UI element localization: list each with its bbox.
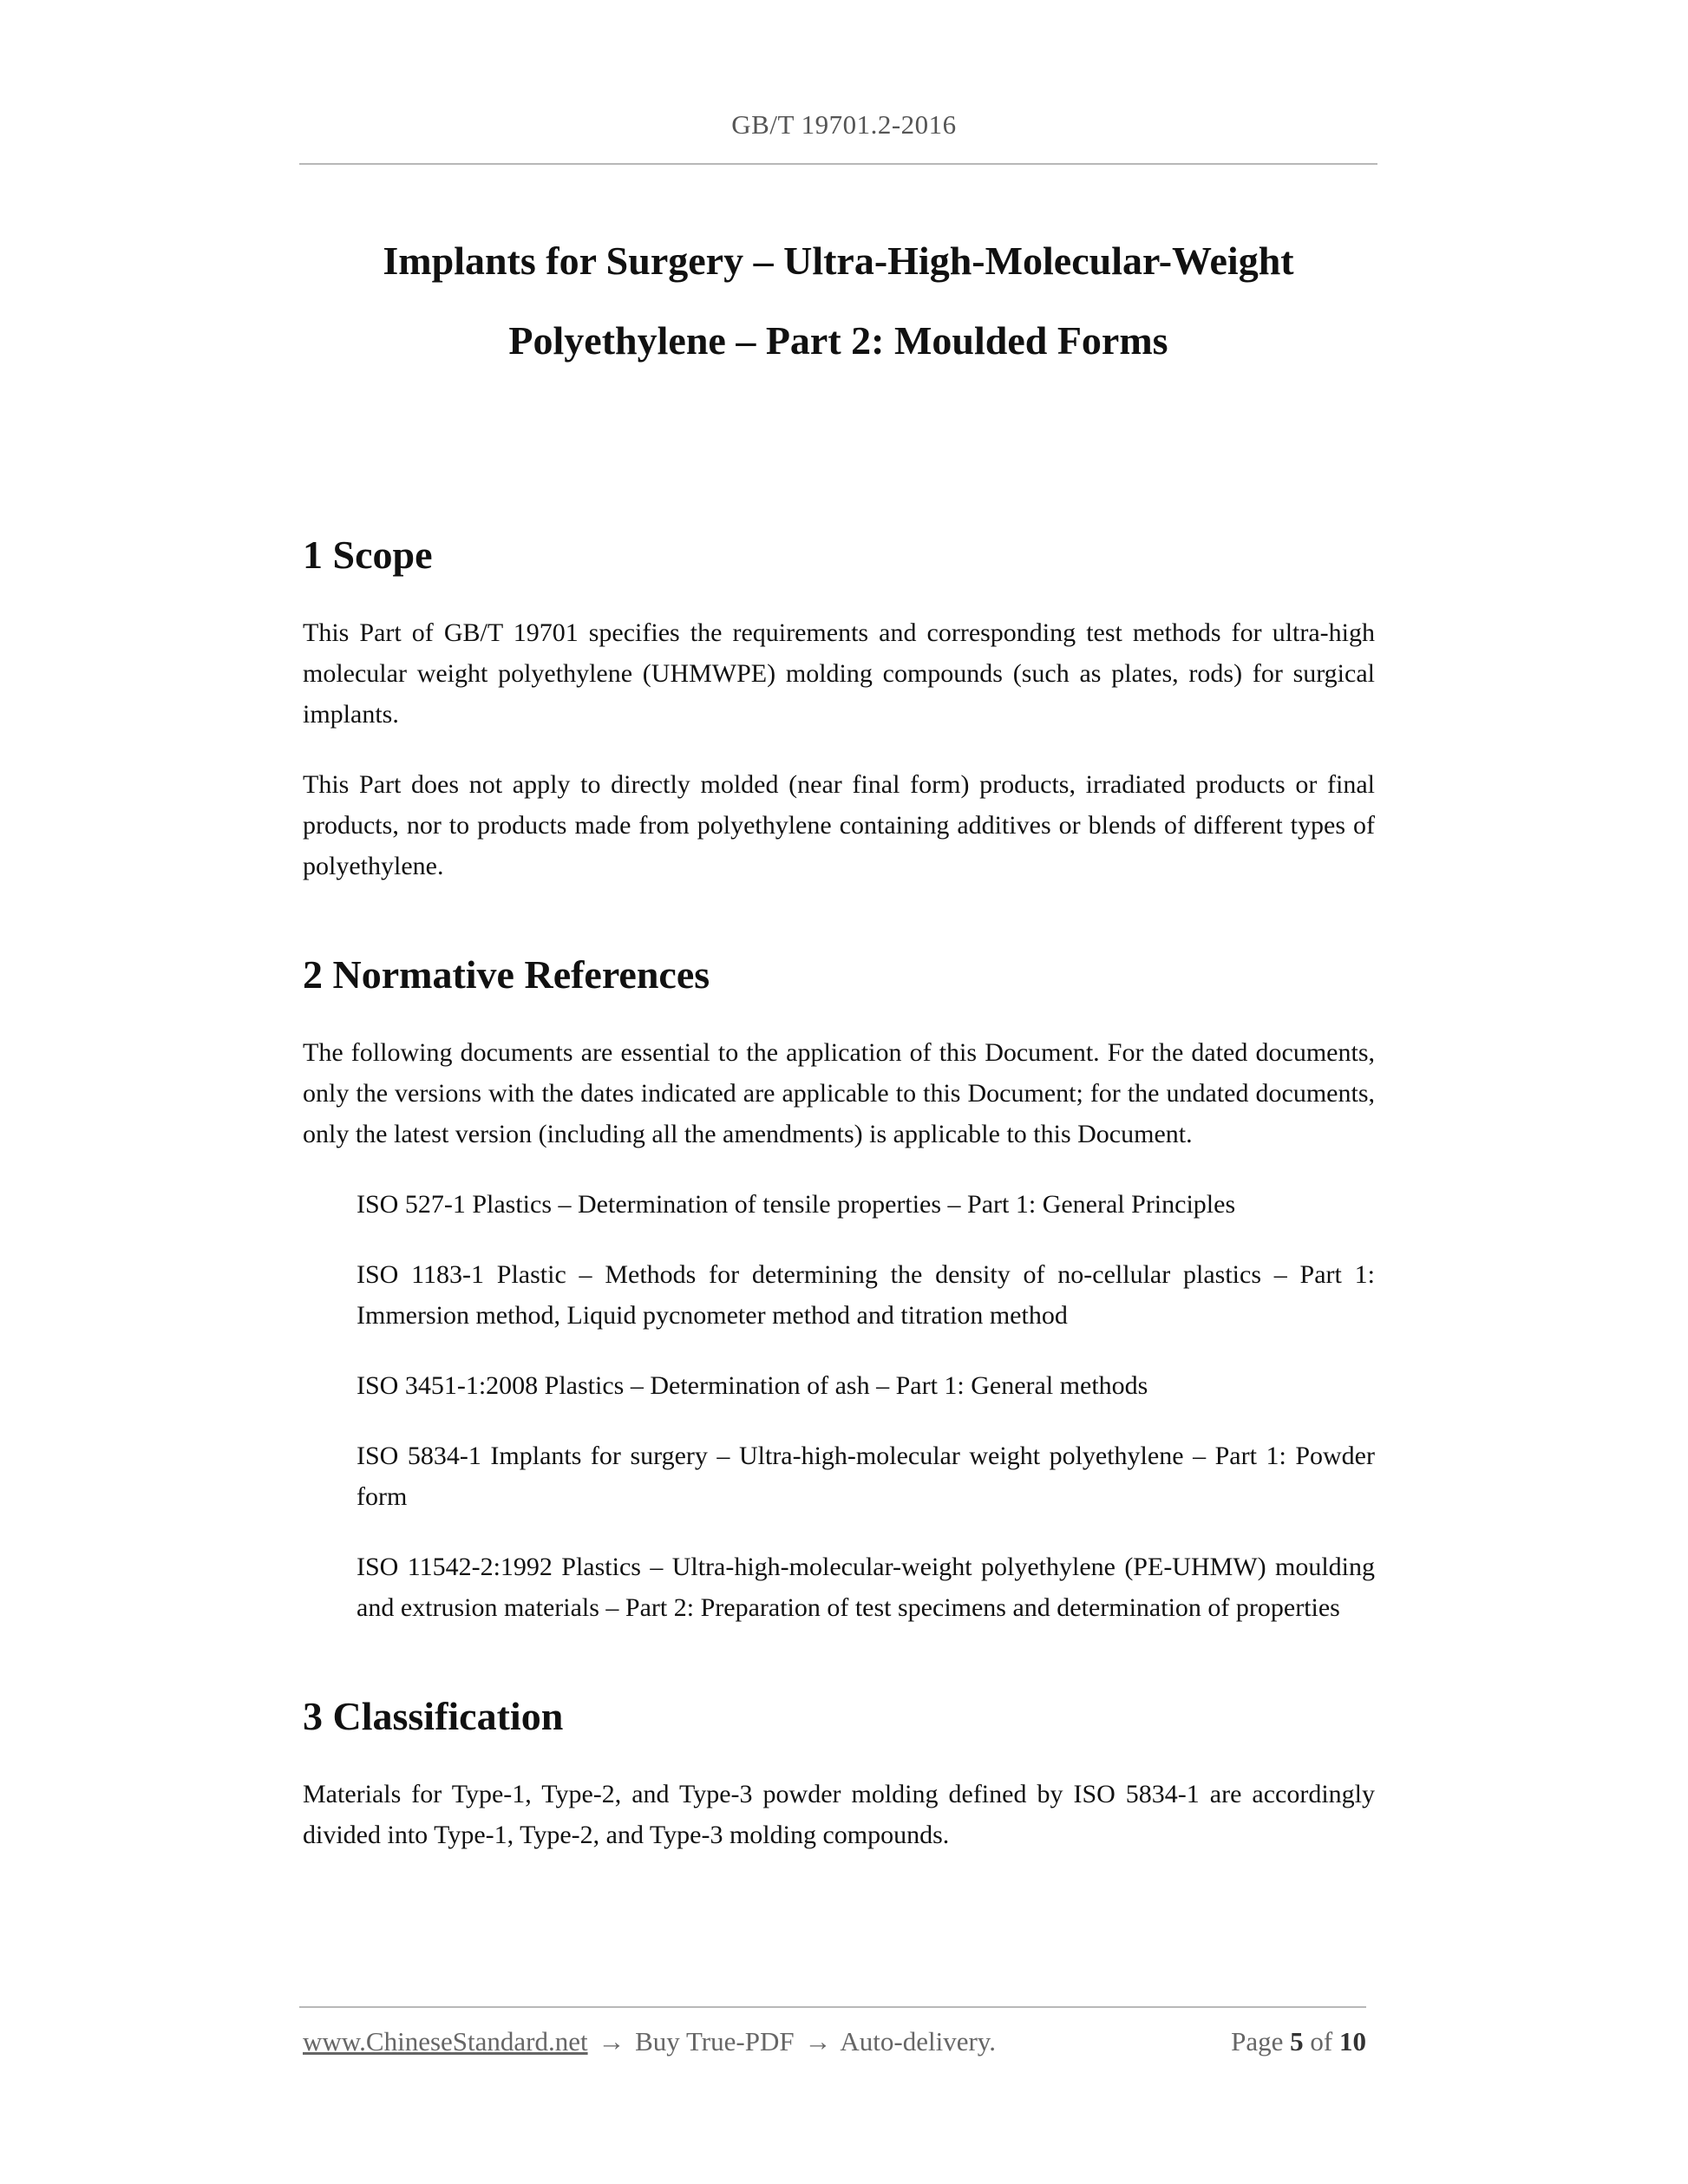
document-title: [299, 221, 1377, 381]
reference-list: [357, 1184, 1375, 1628]
footer-promo: [303, 2026, 996, 2057]
footer-buy-text: Buy True-PDF: [635, 2026, 795, 2056]
page-header-standard-id: GB/T 19701.2-2016: [731, 109, 957, 140]
document-body: [303, 519, 1375, 1855]
page-total: 10: [1339, 2026, 1366, 2056]
page-of-label: of: [1310, 2026, 1333, 2056]
reference-item-iso-527-1: ISO 527-1 Plastics – Determination of tensile properties – Part 1: General Principles: [357, 1190, 1236, 1219]
document-title-line-1: Implants for Surgery – Ultra-High-Molecular-Weight: [383, 239, 1294, 283]
classification-paragraph-1: Materials for Type-1, Type-2, and Type-3 powder molding defined by ISO 5834-1 are accordingly divided into Type-1, Type-2, and Type-3 molding compounds.: [303, 1780, 1375, 1849]
section-scope: [303, 519, 1375, 886]
section-heading-scope: 1 Scope: [303, 533, 433, 577]
document-title-line-2: Polyethylene – Part 2: Moulded Forms: [508, 318, 1168, 363]
reference-item-iso-1183-1: ISO 1183-1 Plastic – Methods for determining the density of no-cellular plastics – Part 1: Immersion method, Liquid pycnometer method and titration method: [357, 1260, 1375, 1330]
section-classification: [303, 1680, 1375, 1855]
section-heading-normative-references: 2 Normative References: [303, 952, 710, 997]
header-divider: [299, 163, 1377, 165]
normative-intro-paragraph: The following documents are essential to the application of this Document. For the dated documents, only the versions with the dates indicated are applicable to this Document; for the undated documents, only the latest version (including all the amendments) is applicable to this Document.: [303, 1038, 1375, 1148]
footer-divider: [299, 2006, 1366, 2008]
page-label: Page: [1231, 2026, 1284, 2056]
arrow-right-icon: →: [804, 2026, 832, 2056]
section-normative-references: [303, 938, 1375, 1628]
scope-paragraph-2: This Part does not apply to directly molded (near final form) products, irradiated products or final products, nor to products made from polyethylene containing additives or blends of different types of polyethylene.: [303, 770, 1375, 880]
footer-delivery-text: Auto-delivery.: [840, 2026, 997, 2056]
reference-item-iso-3451-1: ISO 3451-1:2008 Plastics – Determination of ash – Part 1: General methods: [357, 1371, 1148, 1400]
reference-item-iso-5834-1: ISO 5834-1 Implants for surgery – Ultra-high-molecular weight polyethylene – Part 1: Powder form: [357, 1442, 1375, 1511]
arrow-right-icon: →: [598, 2026, 625, 2056]
section-heading-classification: 3 Classification: [303, 1694, 564, 1738]
footer-website-link[interactable]: www.ChineseStandard.net: [303, 2026, 588, 2056]
page-current: 5: [1290, 2026, 1304, 2056]
reference-item-iso-11542-2: ISO 11542-2:1992 Plastics – Ultra-high-molecular-weight polyethylene (PE-UHMW) moulding and extrusion materials – Part 2: Preparation of test specimens and determination of properties: [357, 1553, 1375, 1622]
scope-paragraph-1: This Part of GB/T 19701 specifies the requirements and corresponding test methods for ultra-high molecular weight polyethylene (UHMWPE) molding compounds (such as plates, rods) for surgical implants.: [303, 618, 1375, 729]
page-number: [1231, 2026, 1366, 2057]
